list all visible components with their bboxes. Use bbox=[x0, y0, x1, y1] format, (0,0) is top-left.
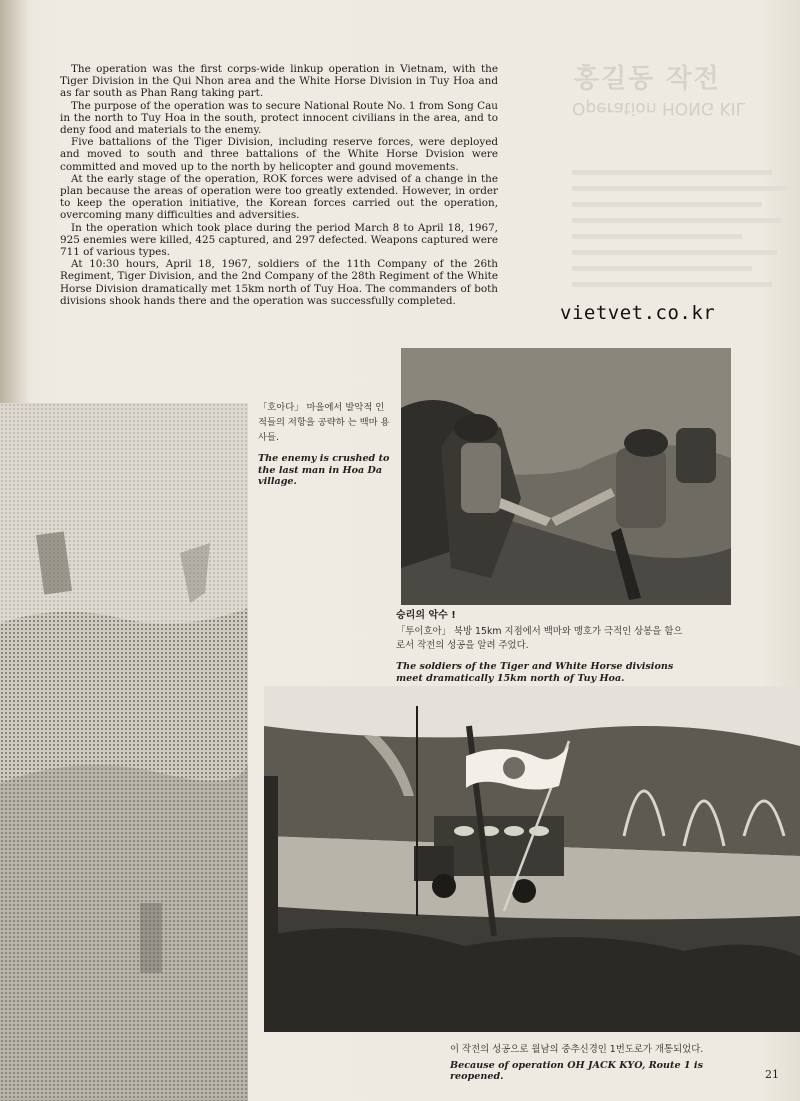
caption-hoa-da bbox=[258, 400, 396, 488]
route-one-photo bbox=[264, 686, 800, 1032]
bleed-through-heading bbox=[552, 58, 800, 323]
caption-handshake bbox=[396, 606, 688, 685]
caption-english: The enemy is crushed to the last man in Hoa Da village. bbox=[258, 453, 390, 487]
handshake-photo bbox=[401, 348, 731, 605]
halftone-soldier-photo bbox=[0, 403, 248, 1101]
body-paragraph: At the early stage of the operation, ROK forces were advised of a change in the plan because the areas of operation were too greatly extended. However, in order to keep the operation initiative, the Korean forces carried out the operation, overcoming many difficulties and adversities. bbox=[60, 172, 498, 222]
body-paragraph: In the operation which took place during the period March 8 to April 18, 1967, 925 enemies were killed, 425 captured, and 297 defected. Weapons captured were 711 of various types. bbox=[60, 221, 498, 259]
caption-route-one bbox=[450, 1041, 750, 1082]
caption-title: 승리의 악수 ! bbox=[396, 610, 456, 621]
caption-korean: 이 작전의 성공으로 월남의 중추신경인 1번도로가 개통되었다. bbox=[450, 1044, 704, 1055]
bleed-through-korean-title: 홍길동 작전 bbox=[574, 64, 721, 94]
body-paragraph: The purpose of the operation was to secure National Route No. 1 from Song Cau in the north to Tuy Hoa in the south, protect innocent civilians in the area, and to deny food and materials to the enemy. bbox=[60, 99, 498, 137]
bleed-through-line bbox=[572, 202, 762, 207]
caption-english: The soldiers of the Tiger and White Horse divisions meet dramatically 15km north of Tuy Hoa. bbox=[396, 661, 674, 684]
watermark-text: vietvet.co.kr bbox=[560, 302, 716, 324]
page-number: 21 bbox=[765, 1068, 779, 1081]
bleed-through-line bbox=[572, 170, 772, 175]
bleed-through-line bbox=[572, 234, 742, 239]
article-body bbox=[60, 63, 498, 307]
bleed-through-line bbox=[572, 186, 787, 191]
caption-english: Because of operation OH JACK KYO, Route 1 is reopened. bbox=[450, 1060, 703, 1082]
bleed-through-english-title: Operation HONG KIL bbox=[572, 98, 746, 118]
bleed-through-line bbox=[572, 250, 777, 255]
bleed-through-line bbox=[572, 266, 752, 271]
bleed-through-line bbox=[572, 282, 772, 287]
body-paragraph: At 10:30 hours, April 18, 1967, soldiers of the 11th Company of the 26th Regiment, Tiger Division, and the 2nd Company of the 28th Regiment of the White Horse Division dramatically met 15km north of Tuy Hoa. The commanders of both divisions shook hands there and the operation was successfully completed. bbox=[60, 258, 498, 307]
bleed-through-line bbox=[572, 218, 782, 223]
caption-korean: 「호아다」 마을에서 발악적 인 적들의 저항을 공략하 는 백마 용사들. bbox=[258, 402, 390, 443]
caption-korean: 「투이호아」 북방 15km 지점에서 백마와 맹호가 극적인 상봉을 함으 로서 작전의 성공을 알려 주었다. bbox=[396, 626, 683, 651]
body-paragraph: The operation was the first corps-wide linkup operation in Vietnam, with the Tiger Division in the Qui Nhon area and the White Horse Division in Tuy Hoa and as far south as Phan Rang taking part. bbox=[60, 63, 498, 100]
body-paragraph: Five battalions of the Tiger Division, including reserve forces, were deployed and moved to south and three battalions of the White Horse Dvision were committed and moved up to the north by helicopter and gound movements. bbox=[60, 136, 498, 173]
